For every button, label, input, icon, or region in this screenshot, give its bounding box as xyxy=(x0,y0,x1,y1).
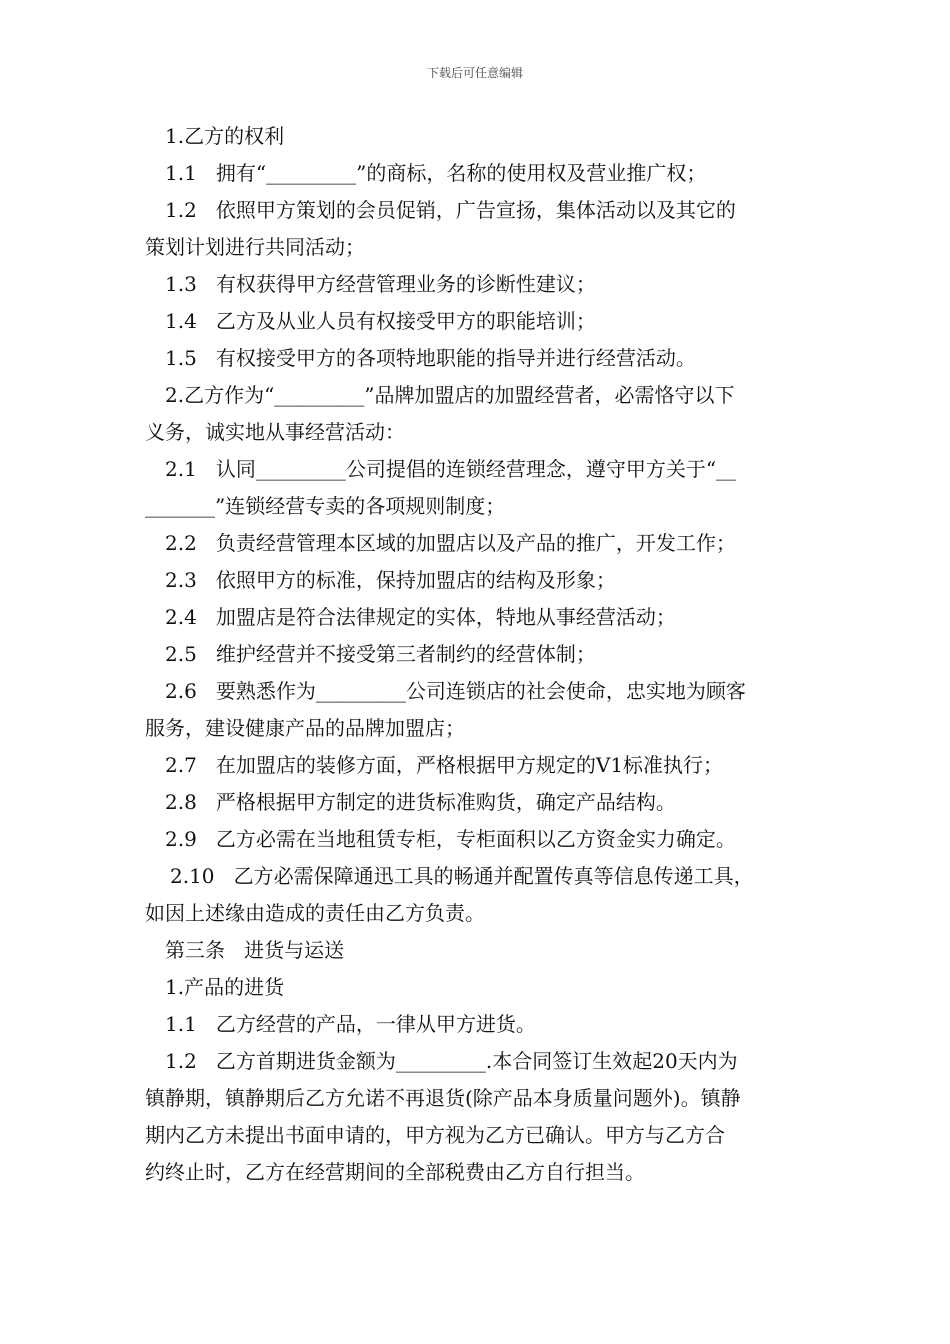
paragraph-line: 1.4 乙方及从业人员有权接受甲方的职能培训； xyxy=(165,309,596,333)
paragraph-line: 2.9 乙方必需在当地租赁专柜，专柜面积以乙方资金实力确定。 xyxy=(165,827,736,851)
paragraph-line: 2.10 乙方必需保障通迅工具的畅通并配置传真等信息传递工具， xyxy=(170,864,754,888)
paragraph-line: 2.5 维护经营并不接受第三者制约的经营体制； xyxy=(165,642,596,666)
paragraph-line: 1.1 乙方经营的产品，一律从甲方进货。 xyxy=(165,1012,536,1036)
paragraph-line: 期内乙方未提出书面申请的，甲方视为乙方已确认。甲方与乙方合 xyxy=(145,1123,725,1147)
paragraph-line: 1.5 有权接受甲方的各项特地职能的指导并进行经营活动。 xyxy=(165,346,696,370)
paragraph-line: 2.4 加盟店是符合法律规定的实体，特地从事经营活动； xyxy=(165,605,676,629)
paragraph-line: _______”连锁经营专卖的各项规则制度； xyxy=(145,494,506,518)
article-heading: 第三条 进货与运送 xyxy=(165,938,345,962)
paragraph-line: 1.3 有权获得甲方经营管理业务的诊断性建议； xyxy=(165,272,596,296)
paragraph-line: 2.7 在加盟店的装修方面，严格根据甲方规定的V1标准执行； xyxy=(165,753,724,777)
heading-rights: 1.乙方的权利 xyxy=(165,124,285,148)
paragraph-line: 策划计划进行共同活动； xyxy=(145,235,365,259)
paragraph-line: 1.2 乙方首期进货金额为_________.本合同签订生效起20天内为 xyxy=(165,1049,738,1073)
paragraph-line: 2.1 认同_________公司提倡的连锁经营理念，遵守甲方关于“__ xyxy=(165,457,737,481)
paragraph-line: 如因上述缘由造成的责任由乙方负责。 xyxy=(145,901,485,925)
paragraph-line: 约终止时，乙方在经营期间的全部税费由乙方自行担当。 xyxy=(145,1160,645,1184)
subheading-purchase: 1.产品的进货 xyxy=(165,975,285,999)
paragraph-line: 2.3 依照甲方的标准，保持加盟店的结构及形象； xyxy=(165,568,616,592)
paragraph-line: 镇静期，镇静期后乙方允诺不再退货(除产品本身质量问题外)。镇静 xyxy=(145,1086,741,1110)
paragraph-line: 义务，诚实地从事经营活动： xyxy=(145,420,405,444)
paragraph-line: 2.2 负责经营管理本区域的加盟店以及产品的推广，开发工作； xyxy=(165,531,736,555)
paragraph-line: 2.6 要熟悉作为_________公司连锁店的社会使命，忠实地为顾客 xyxy=(165,679,746,703)
paragraph-line: 1.1 拥有“_________”的商标，名称的使用权及营业推广权； xyxy=(165,161,707,185)
paragraph-line: 2.8 严格根据甲方制定的进货标准购货，确定产品结构。 xyxy=(165,790,676,814)
paragraph-line: 1.2 依照甲方策划的会员促销，广告宣扬，集体活动以及其它的 xyxy=(165,198,736,222)
page-header: 下载后可任意编辑 xyxy=(426,66,523,80)
heading-obligations: 2.乙方作为“_________”品牌加盟店的加盟经营者，必需恪守以下 xyxy=(165,383,735,407)
paragraph-line: 服务，建设健康产品的品牌加盟店； xyxy=(145,716,465,740)
